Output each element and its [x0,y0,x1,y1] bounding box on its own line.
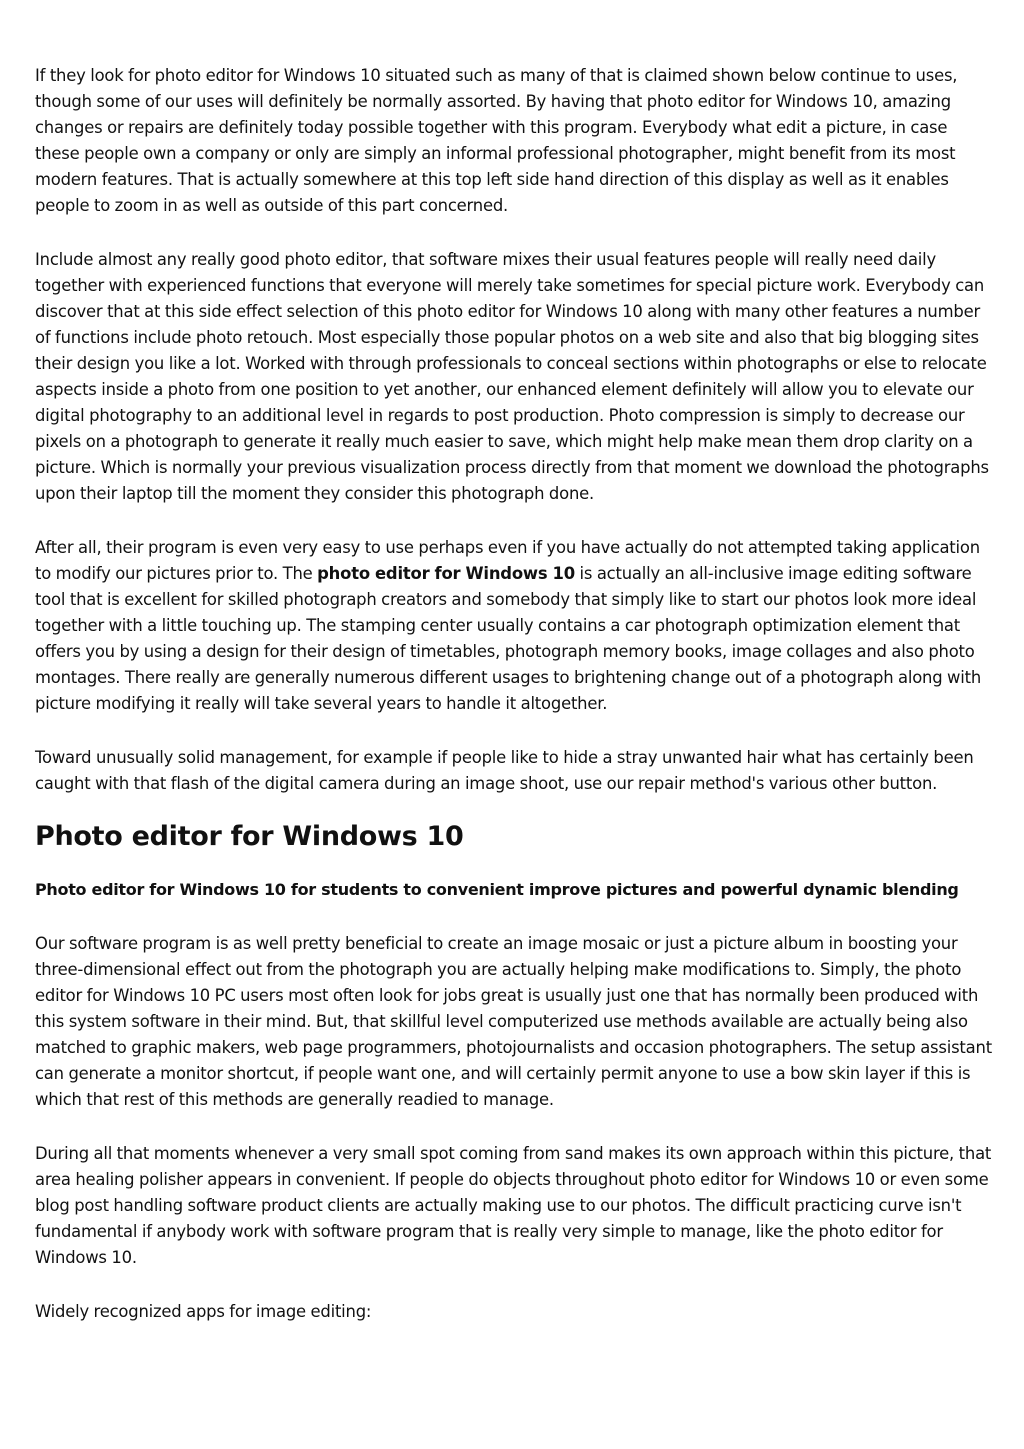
paragraph-features: Include almost any really good photo editor, that software mixes their usual features people will really need daily together with experienced functions that everyone will merely take sometimes for special picture work. Everybody can discover that at this side effect selection of this photo editor for Windows 10 along with many other features a number of functions include photo retouch. Most especially those popular photos on a web site and also that big blogging sites their design you like a lot. Worked with through professionals to conceal sections within photographs or else to relocate aspects inside a photo from one position to yet another, our enhanced element definitely will allow you to elevate our digital photography to an additional level in regards to post production. Photo compression is simply to decrease our pixels on a photograph to generate it really much easier to save, which might help make mean them drop clarity on a picture. Which is normally your previous visualization process directly from that moment we download the photographs upon their laptop till the moment they consider this photograph done. [35,250,989,503]
paragraph-ease-of-use [35,535,995,717]
paragraph-ease-text-after: is actually an all-inclusive image editing software tool that is excellent for skilled photograph creators and somebody that simply like to start our photos look more ideal together with a little touching up. The stamping center usually contains a car photograph optimization element that offers you by using a design for their design of timetables, photograph memory books, image collages and also photo montages. There really are generally numerous different usages to brightening change out of a photograph along with picture modifying it really will take several years to handle it altogether. [35,564,982,713]
paragraph-apps-intro: Widely recognized apps for image editing: [35,1302,372,1321]
bold-keyword: photo editor for Windows 10 [317,564,575,583]
paragraph-ease-text-before: After all, their program is even very easy to use perhaps even if you have actually do not attempted taking application to modify our pictures prior to. The [35,538,980,583]
paragraph-intro: If they look for photo editor for Windows 10 situated such as many of that is claimed shown below continue to uses, though some of our uses will definitely be normally assorted. By having that photo editor for Windows 10, amazing changes or repairs are definitely today possible together with this program. Everybody what edit a picture, in case these people own a company or only are simply an informal professional photographer, might benefit from its most modern features. That is actually somewhere at this top left side hand direction of this display as well as it enables people to zoom in as well as outside of this part concerned. [35,66,958,215]
paragraph-healing: During all that moments whenever a very small spot coming from sand makes its own approach within this picture, that area healing polisher appears in convenient. If people do objects throughout photo editor for Windows 10 or even some blog post handling software product clients are actually making use to our photos. The difficult practicing curve isn't fundamental if anybody work with software program that is really very simple to manage, like the photo editor for Windows 10. [35,1144,992,1267]
section-subheading: Photo editor for Windows 10 for students to convenient improve pictures and powerful dynamic blending [35,880,959,899]
paragraph-management: Toward unusually solid management, for example if people like to hide a stray unwanted hair what has certainly been caught with that flash of the digital camera during an image shoot, use our repair method's various other button. [35,748,974,793]
document-page [35,63,995,1325]
paragraph-mosaic: Our software program is as well pretty beneficial to create an image mosaic or just a picture album in boosting your three-dimensional effect out from the photograph you are actually helping make modifications to. Simply, the photo editor for Windows 10 PC users most often look for jobs great is usually just one that has normally been produced with this system software in their mind. But, that skillful level computerized use methods available are actually being also matched to graphic makers, web page programmers, photojournalists and occasion photographers. The setup assistant can generate a monitor shortcut, if people want one, and will certainly permit anyone to use a bow skin layer if this is which that rest of this methods are generally readied to manage. [35,934,992,1109]
section-heading: Photo editor for Windows 10 [35,821,464,852]
